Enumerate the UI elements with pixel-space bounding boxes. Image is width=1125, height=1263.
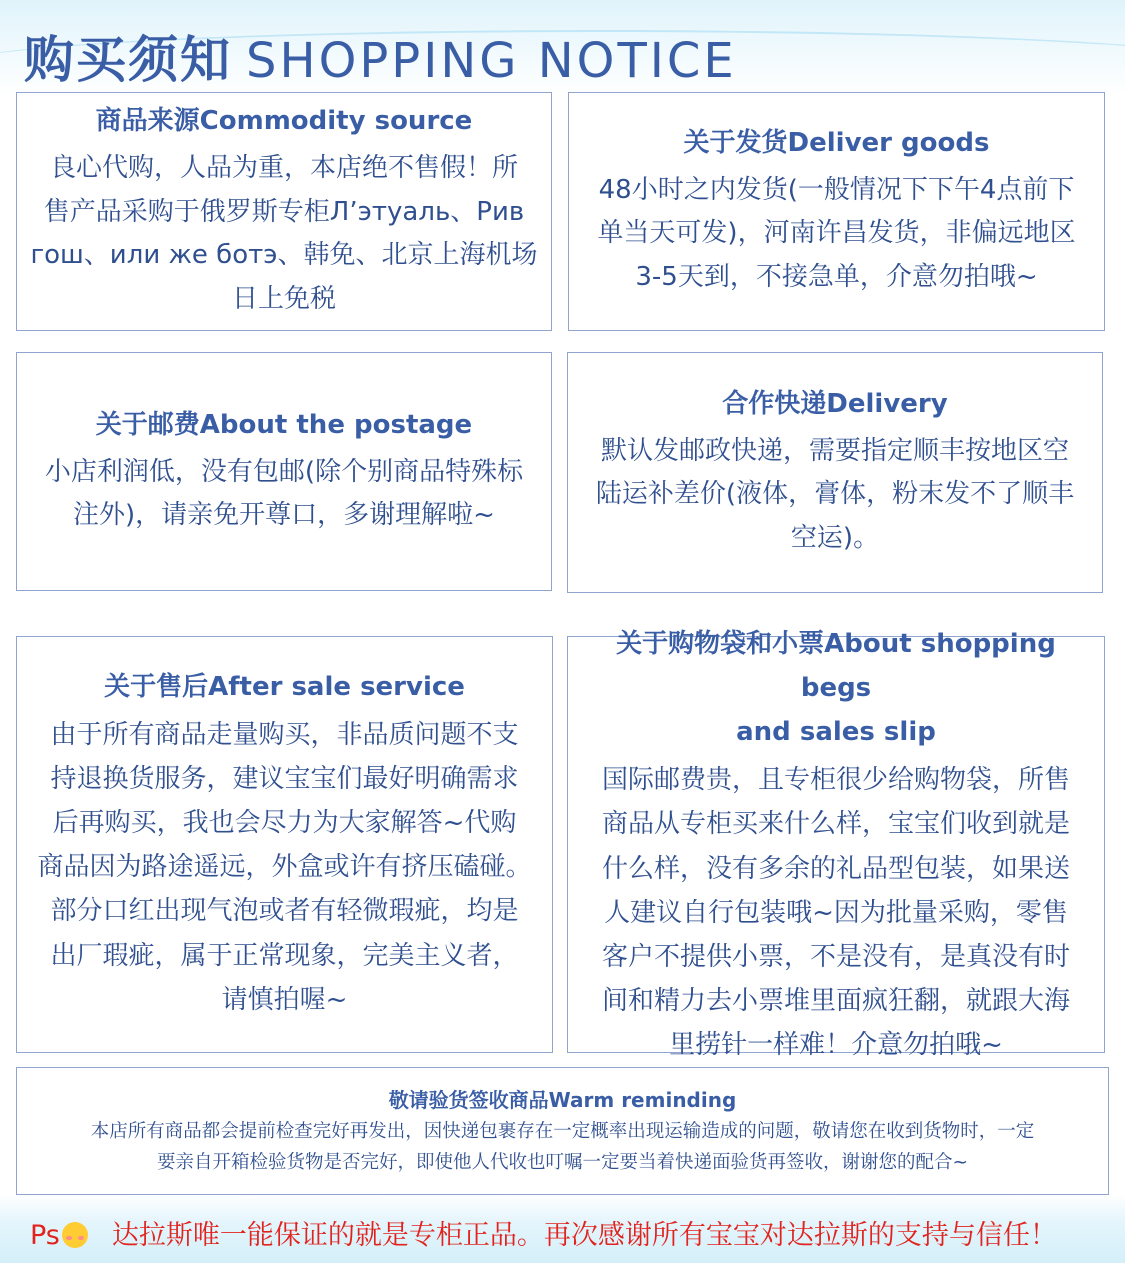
- body-line: 由于所有商品走量购买，非品质问题不支: [50, 719, 519, 750]
- body-line: 本店所有商品都会提前检查完好再发出，因快递包裹存在一定概率出现运输造成的问题，敬请您在收到货物时，一定: [90, 1120, 1035, 1142]
- body-line: 客户不提供小票，不是没有，是真没有时: [601, 941, 1070, 972]
- body-line: 请慎拍喔~: [221, 984, 348, 1015]
- body-line: 商品因为路途遥远，外盒或许有挤压磕碰。: [37, 852, 532, 883]
- smiling-face-with-hearts-icon: [62, 1222, 88, 1248]
- body-line: 单当天可发)，河南许昌发货，非偏远地区: [597, 218, 1076, 249]
- footer-prefix: Ps: [30, 1220, 60, 1251]
- title-chinese: 购买须知: [24, 31, 232, 89]
- card-body: [596, 430, 1074, 561]
- card-shopping-bags: [567, 628, 1105, 1061]
- card-body: [45, 451, 523, 538]
- footer-note: [30, 1213, 1057, 1252]
- card-body: [91, 1116, 1035, 1179]
- page-title: [24, 20, 737, 92]
- body-line: 陆运补差价(液体，膏体，粉末发不了顺丰: [595, 479, 1075, 510]
- card-title: 关于邮费About the postage: [95, 410, 473, 441]
- body-line: 间和精力去小票堆里面疯狂翻，就跟大海: [601, 986, 1070, 1017]
- body-line: 人建议自行包装哦~因为批量采购，零售: [604, 897, 1068, 928]
- card-body: [37, 713, 531, 1022]
- card-title: [578, 622, 1094, 755]
- body-line: 3-5天到，不接急单，介意勿拍哦~: [635, 262, 1038, 293]
- card-body: [30, 147, 537, 322]
- body-line: 商品从专柜买来什么样，宝宝们收到就是: [601, 809, 1070, 840]
- body-line: 日上免税: [231, 283, 336, 314]
- card-commodity-source: [16, 92, 552, 331]
- card-title: 关于售后After sale service: [104, 672, 465, 703]
- card-after-sale: [16, 636, 553, 1053]
- title-english: SHOPPING NOTICE: [246, 33, 737, 89]
- card-warm-reminding: [16, 1067, 1109, 1195]
- card-title: 关于发货Deliver goods: [683, 128, 990, 159]
- body-line: гош、или же ботэ、韩免、北京上海机场: [30, 240, 538, 271]
- body-line: 后再购买，我也会尽力为大家解答~代购: [52, 808, 517, 839]
- body-line: 要亲自开箱检验货物是否完好，即使他人代收也叮嘱一定要当着快递面验货再签收，谢谢您的配合~: [156, 1152, 968, 1173]
- body-line: 良心代购，人品为重，本店绝不售假！所: [49, 152, 518, 183]
- body-line: 里捞针一样难！介意勿拍哦~: [669, 1030, 1003, 1061]
- card-title: 商品来源Commodity source: [95, 106, 473, 137]
- body-line: 小店利润低，没有包邮(除个别商品特殊标: [44, 456, 524, 487]
- body-line: 国际邮费贵，且专柜很少给购物袋，所售: [601, 765, 1070, 796]
- footer-text: 达拉斯唯一能保证的就是专柜正品。再次感谢所有宝宝对达拉斯的支持与信任！: [111, 1220, 1057, 1251]
- body-line: 持退换货服务，建议宝宝们最好明确需求: [50, 763, 519, 794]
- card-body: [602, 758, 1070, 1067]
- body-line: 售产品采购于俄罗斯专柜Л’этуаль、Рив: [43, 196, 525, 227]
- body-line: 48小时之内发货(一般情况下下午4点前下: [598, 174, 1075, 205]
- title-line: and sales slip: [736, 716, 936, 747]
- card-deliver-goods: [568, 92, 1105, 331]
- body-line: 注外)，请亲免开尊口，多谢理解啦~: [73, 500, 495, 531]
- body-line: 什么样，没有多余的礼品型包装，如果送: [601, 853, 1070, 884]
- body-line: 空运)。: [790, 523, 880, 554]
- card-body: [597, 169, 1075, 300]
- body-line: 出厂瑕疵，属于正常现象，完美主义者，: [50, 940, 519, 971]
- card-title: 敬请验货签收商品Warm reminding: [388, 1087, 737, 1112]
- body-line: 默认发邮政快递，需要指定顺丰按地区空: [600, 435, 1069, 466]
- title-line: 关于购物袋和小票About shopping begs: [616, 628, 1056, 703]
- card-postage: [16, 352, 552, 591]
- body-line: 部分口红出现气泡或者有轻微瑕疵，均是: [50, 896, 519, 927]
- card-delivery: [567, 352, 1103, 593]
- card-title: 合作快递Delivery: [722, 389, 948, 420]
